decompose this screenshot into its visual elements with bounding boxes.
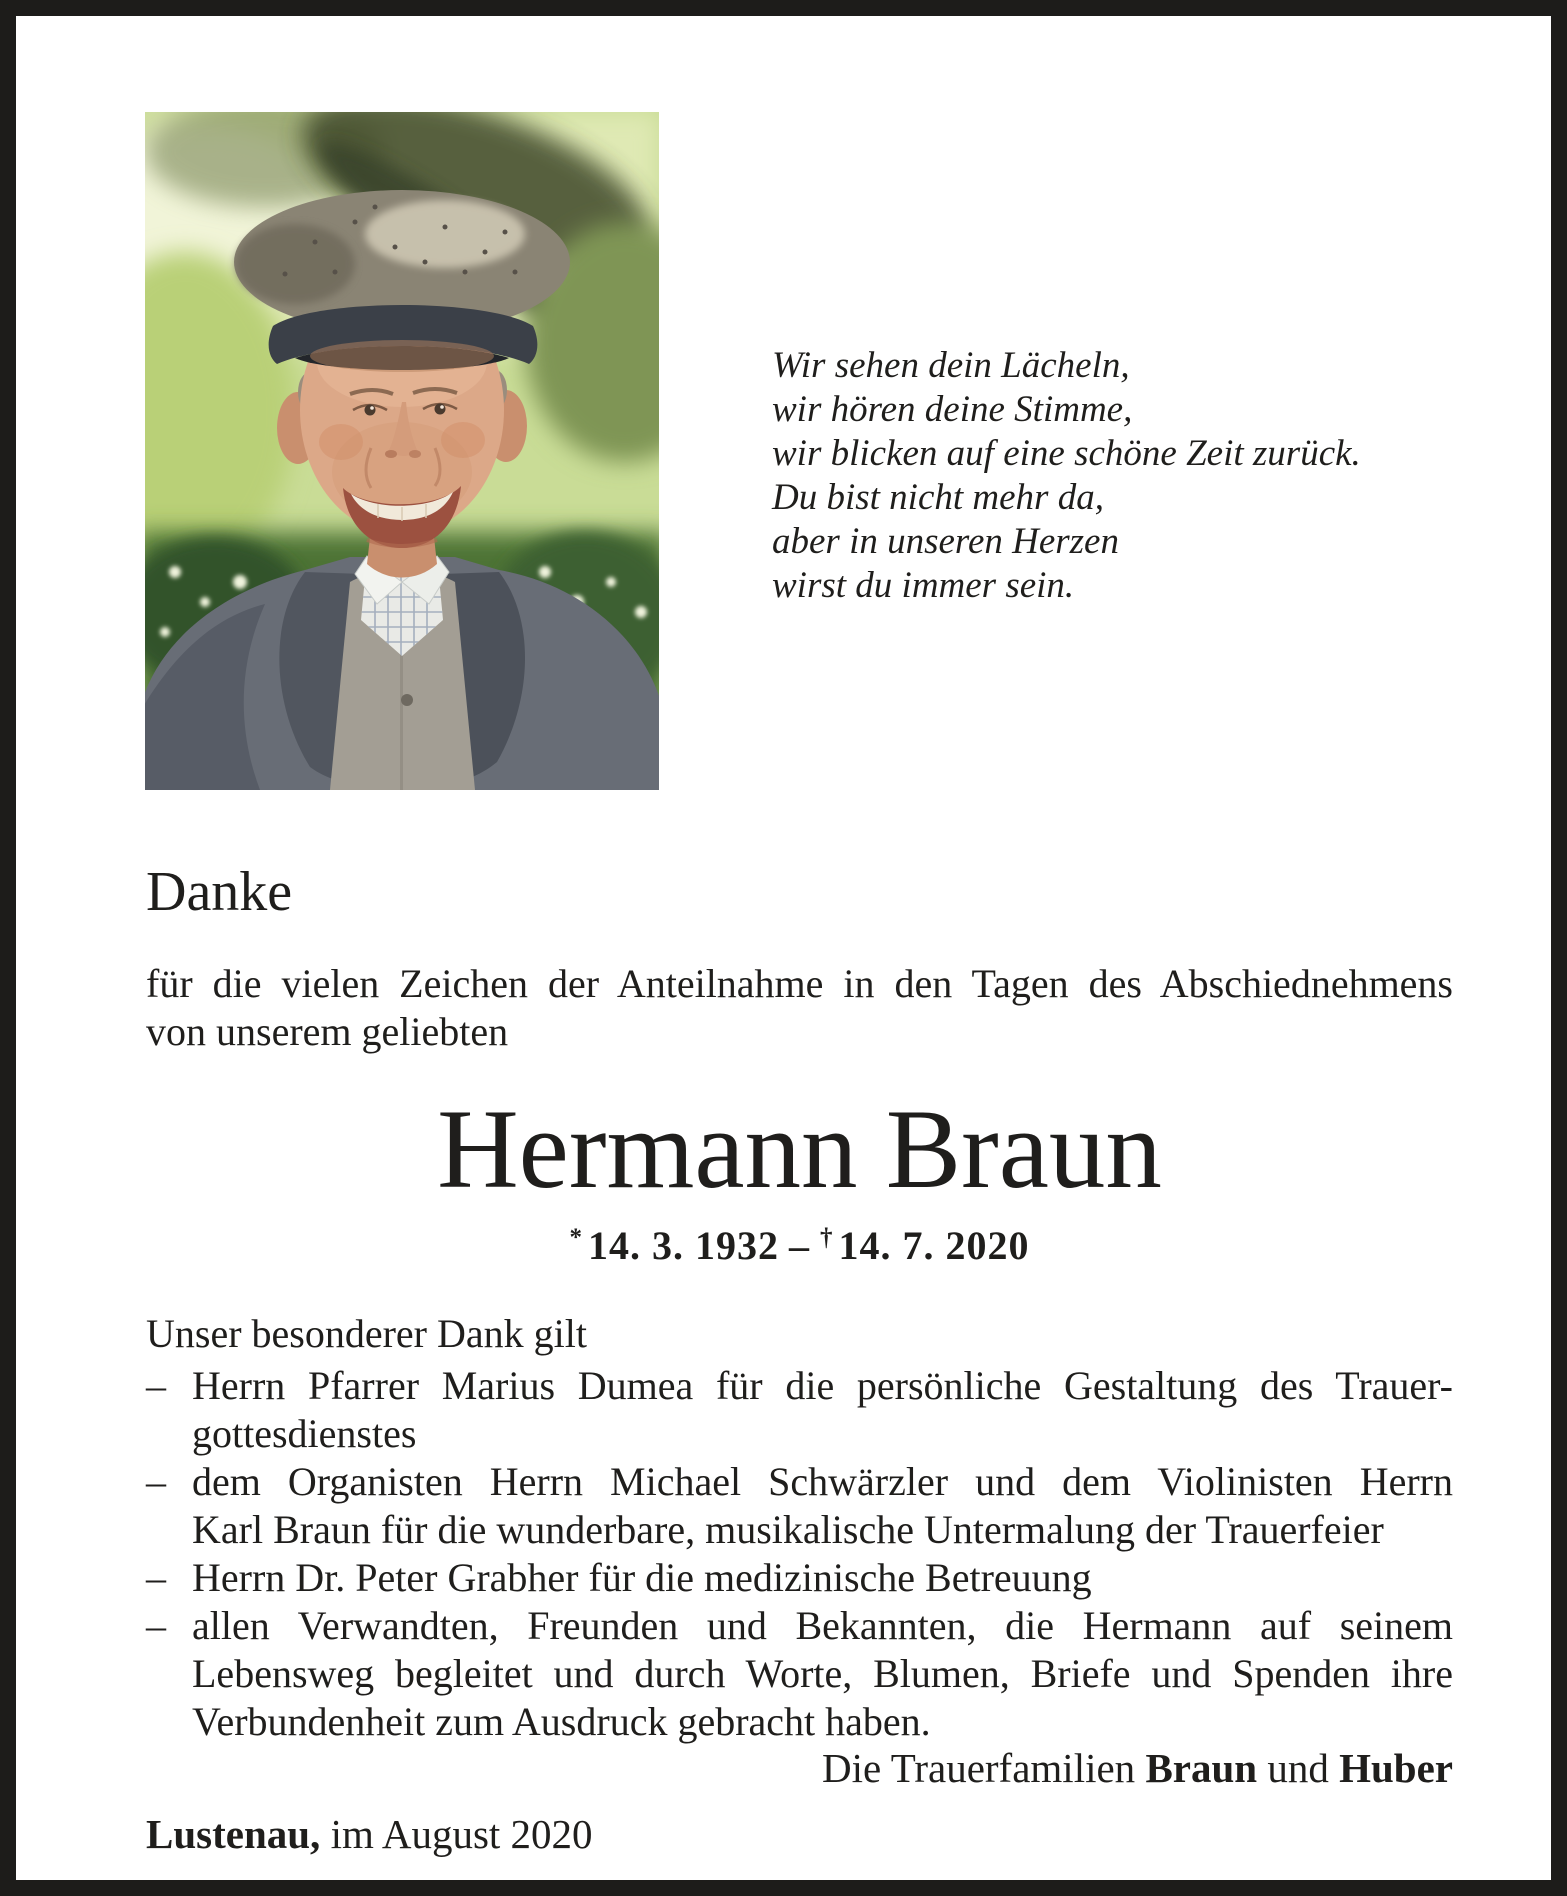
birth-symbol: *: [569, 1224, 583, 1251]
gratitude-list: [146, 1362, 1453, 1746]
gratitude-line: Herrn Pfarrer Marius Dumea für die persönliche Gestaltung des Trauer-: [192, 1363, 1453, 1408]
death-symbol: †: [820, 1224, 834, 1251]
poem-line: wir hören deine Stimme,: [772, 389, 1133, 430]
poem-line: wirst du immer sein.: [772, 565, 1075, 606]
gratitude-line: allen Verwandten, Freunden und Bekannten, die Hermann auf seinem: [192, 1603, 1453, 1648]
families-prefix: Die Trauerfamilien: [822, 1745, 1136, 1791]
family-name-huber: Huber: [1339, 1745, 1453, 1791]
gratitude-line: dem Organisten Herrn Michael Schwärzler und dem Violinisten Herrn: [192, 1459, 1453, 1504]
gratitude-item-text: [192, 1458, 1453, 1554]
gratitude-item: [146, 1458, 1453, 1554]
gratitude-line: Verbundenheit zum Ausdruck gebracht haben.: [192, 1699, 931, 1744]
date-text: im August 2020: [330, 1811, 593, 1857]
families-joiner: und: [1267, 1745, 1329, 1791]
gratitude-item: [146, 1602, 1453, 1746]
place-name: Lustenau,: [146, 1811, 321, 1857]
gratitude-item-text: [192, 1554, 1453, 1602]
intro-paragraph: [146, 960, 1453, 1056]
gratitude-line: gottesdienstes: [192, 1411, 417, 1456]
list-dash: –: [146, 1363, 166, 1408]
thanks-heading: Danke: [146, 861, 293, 923]
portrait-photo-illustration: [145, 112, 659, 790]
portrait-photo: [145, 112, 659, 790]
poem-line: wir blicken auf eine schöne Zeit zurück.: [772, 433, 1361, 474]
poem-text: [772, 344, 1361, 608]
list-dash: –: [146, 1555, 166, 1600]
gratitude-item: [146, 1554, 1453, 1602]
gratitude-item-text: [192, 1602, 1453, 1746]
birth-date: 14. 3. 1932: [588, 1223, 779, 1268]
list-dash: –: [146, 1459, 166, 1504]
gratitude-line: Lebensweg begleitet und durch Worte, Blumen, Briefe und Spenden ihre: [192, 1651, 1453, 1696]
gratitude-line: Herrn Dr. Peter Grabher für die medizinische Betreuung: [192, 1555, 1092, 1600]
mourning-families-line: [146, 1744, 1453, 1792]
life-dates: [146, 1222, 1453, 1269]
death-date: 14. 7. 2020: [838, 1223, 1030, 1268]
deceased-name: Hermann Braun: [437, 1087, 1162, 1212]
gratitude-item-text: [192, 1362, 1453, 1458]
intro-line: für die vielen Zeichen der Anteilnahme in den Tagen des Abschiednehmens: [146, 961, 1453, 1006]
gratitude-line: Karl Braun für die wunderbare, musikalische Untermalung der Trauerfeier: [192, 1507, 1384, 1552]
intro-line: von unserem geliebten: [146, 1009, 509, 1054]
dates-separator: –: [789, 1223, 810, 1268]
poem-line: Wir sehen dein Lächeln,: [772, 345, 1130, 386]
poem-line: Du bist nicht mehr da,: [772, 477, 1104, 518]
family-name-braun: Braun: [1145, 1745, 1258, 1791]
place-date-line: [146, 1810, 593, 1858]
poem-line: aber in unseren Herzen: [772, 521, 1119, 562]
gratitude-heading: Unser besonderer Dank gilt: [146, 1311, 587, 1356]
gratitude-item: [146, 1362, 1453, 1458]
list-dash: –: [146, 1603, 166, 1648]
